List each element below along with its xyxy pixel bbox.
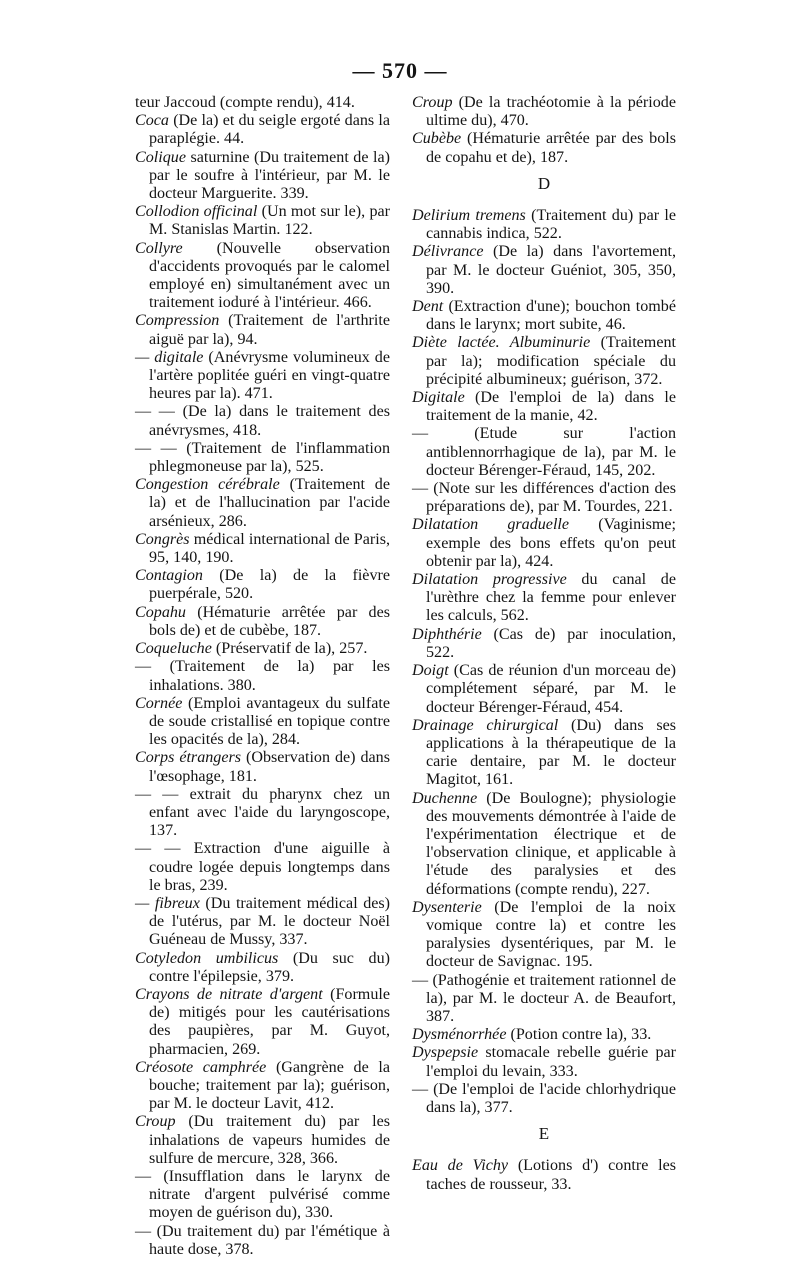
entry-heading: Cornée: [135, 694, 183, 712]
entry-text: (Nouvelle observation d'accidents provoqués par le calomel employé en) simultanément avec un traitement ioduré à l'intérieur. 466.: [149, 239, 390, 312]
entry-text: — (Etude sur l'action antiblennorrhagique de la), par M. le docteur Bérenger-Féraud, 145, 202.: [412, 425, 676, 479]
index-entry: [412, 1026, 676, 1044]
index-entry: [135, 531, 390, 567]
entry-heading: Dysménorrhée: [412, 1026, 507, 1044]
index-entry: [135, 240, 390, 313]
entry-text: (Cas de) par inoculation, 522.: [426, 625, 676, 661]
entry-text: (Gangrène de la bouche; traitement par la); guérison, par M. le docteur Lavit, 412.: [149, 1058, 391, 1113]
section-letter: E: [538, 1124, 550, 1144]
entry-text: (Vaginisme; exemple des bons effets qu'on peut obtenir par la), 424.: [426, 516, 676, 570]
entry-heading: Crayons de nitrate d'argent: [135, 985, 323, 1003]
index-entry: [412, 626, 676, 662]
index-entry: [135, 440, 390, 476]
entry-heading: Dent: [412, 298, 444, 316]
index-entry: [135, 149, 390, 204]
entry-text: — (De l'emploi de l'acide chlorhydrique dans la), 377.: [412, 1080, 676, 1116]
index-entry: [412, 130, 676, 166]
page-number: — 570 —: [352, 58, 448, 83]
index-entry: [412, 899, 676, 972]
entry-heading: Doigt: [412, 662, 449, 680]
index-entry: [412, 480, 676, 516]
index-entry: [135, 312, 390, 348]
entry-heading: Diphthérie: [412, 625, 482, 643]
section-letter: D: [537, 173, 551, 193]
entry-text: teur Jaccoud (compte rendu), 414.: [135, 94, 355, 111]
index-entry: [412, 334, 676, 389]
entry-heading: Congestion cérébrale: [135, 476, 280, 494]
entry-text: — — extrait du pharynx chez un enfant avec l'aide du laryngoscope, 137.: [135, 785, 390, 840]
entry-heading: Copahu: [135, 603, 186, 621]
index-entry: [135, 349, 390, 404]
entry-heading: Coca: [135, 112, 169, 130]
entry-heading: Dilatation progressive: [412, 571, 567, 589]
entry-text: (De la trachéotomie à la période ultime du), 470.: [426, 94, 676, 130]
entry-text: (Hématurie arrêtée par des bols de) et de cubèbe, 187.: [149, 603, 390, 639]
entry-heading: Collodion officinal: [135, 203, 258, 221]
entry-heading: Compression: [135, 312, 220, 330]
index-entry: [135, 94, 390, 112]
entry-text: — — Extraction d'une aiguille à coudre logée depuis longtemps dans le bras, 239.: [135, 840, 390, 894]
index-entry: [412, 516, 676, 571]
index-entry: [412, 717, 676, 790]
index-entry: [135, 1223, 390, 1259]
entry-heading: Coqueluche: [135, 640, 212, 658]
entry-heading: Croup: [412, 94, 453, 111]
entry-heading: Duchenne: [412, 789, 478, 807]
index-entry: [135, 1168, 390, 1223]
entry-text: (Du traitement du) par les inhalations de vapeurs humides de sulfure de mercure, 328, 366.: [149, 1113, 390, 1167]
entry-text: — — (De la) dans le traitement des anévrysmes, 418.: [135, 403, 390, 439]
index-entry: [412, 790, 676, 899]
index-entry: [412, 389, 676, 425]
entry-text: (Du) dans ses applications à la thérapeutique de la carie dentaire, par M. le docteur Magitot, 161.: [426, 716, 677, 789]
entry-text: (De Boulogne); physiologie des mouvements démontrée à l'aide de l'expérimentation électrique et de l'observation clinique, et applicable à l'étude des paralysies et des déformations (compte rendu), 227.: [426, 789, 677, 898]
entry-heading: Cotyledon umbilicus: [135, 949, 279, 967]
entry-text: (Observation de) dans l'œsophage, 181.: [149, 749, 390, 785]
index-entry: [412, 1044, 676, 1080]
index-entry: [135, 403, 390, 439]
index-entry: [135, 567, 390, 603]
entry-text: (De la) de la fièvre puerpérale, 520.: [149, 567, 390, 603]
left-column: [135, 94, 390, 1259]
right-column: [412, 94, 676, 1194]
entry-text: (Traitement du) par le cannabis indica, 522.: [426, 207, 676, 243]
index-entry: [135, 1059, 390, 1114]
entry-heading: Eau de Vichy: [412, 1157, 509, 1175]
index-entry: [135, 695, 390, 750]
index-entry: [412, 1157, 676, 1193]
entry-heading: Colique: [135, 148, 186, 166]
index-entry: [135, 112, 390, 148]
index-entry: [412, 243, 676, 298]
index-entry: [135, 658, 390, 694]
entry-text: (Cas de réunion d'un morceau de) complétement séparé, par M. le docteur Bérenger-Féraud, 454.: [426, 662, 676, 716]
index-entry: [412, 662, 676, 717]
index-entry: [412, 1081, 676, 1117]
entry-heading: Dysenterie: [412, 898, 482, 916]
entry-text: (Formule de) mitigés pour les cautérisations des paupières, par M. Guyot, pharmacien, 269.: [149, 985, 390, 1058]
entry-text: (De l'emploi de la noix vomique contre la) et contre les paralysies dysentériques, par M. le docteur de Savignac. 195.: [426, 898, 676, 971]
index-entry: [135, 749, 390, 785]
entry-heading: Digitale: [412, 389, 465, 407]
entry-text: (Traitement par la); modification spéciale du précipité albumineux; guérison, 372.: [426, 334, 676, 388]
index-entry: [135, 1113, 390, 1168]
entry-heading: Delirium tremens: [412, 207, 526, 225]
entry-text: stomacale rebelle guérie par l'emploi du levain, 333.: [426, 1044, 677, 1080]
entry-text: (De l'emploi de la) dans le traitement de la manie, 42.: [426, 389, 676, 425]
entry-text: — (Du traitement du) par l'émétique à haute dose, 378.: [135, 1222, 390, 1258]
index-entry: [412, 298, 676, 334]
entry-text: (Du suc du) contre l'épilepsie, 379.: [149, 949, 390, 985]
entry-heading: Cubèbe: [412, 130, 462, 148]
index-entry: [135, 986, 390, 1059]
entry-text: — (Insufflation dans le larynx de nitrate d'argent pulvérisé comme moyen de guérison du), 330.: [135, 1167, 390, 1222]
entry-heading: Collyre: [135, 239, 183, 257]
index-entry: [412, 571, 676, 626]
entry-heading: Contagion: [135, 567, 203, 585]
entry-text: — (Note sur les différences d'action des préparations de), par M. Tourdes, 221.: [412, 480, 676, 516]
entry-heading: — digitale: [135, 348, 204, 366]
entry-heading: Dilatation graduelle: [412, 516, 570, 534]
entry-text: (De la) et du seigle ergoté dans la paraplégie. 44.: [149, 112, 390, 148]
index-entry: [135, 640, 390, 658]
index-entry: [135, 895, 390, 950]
entry-heading: Drainage chirurgical: [412, 716, 559, 734]
entry-heading: Dyspepsie: [412, 1044, 479, 1062]
index-entry: [135, 950, 390, 986]
index-entry: [412, 972, 676, 1027]
entry-text: (Hématurie arrêtée par des bols de copahu et de), 187.: [426, 130, 676, 166]
index-entry: [412, 94, 676, 130]
entry-heading: Congrès: [135, 530, 190, 548]
entry-text: (Traitement de l'arthrite aiguë par la), 94.: [149, 312, 391, 348]
entry-heading: Corps étrangers: [135, 749, 242, 767]
entry-text: (Anévrysme volumineux de l'artère poplitée guéri en vingt-quatre heures par la). 471.: [149, 348, 390, 403]
index-entry: [135, 476, 390, 531]
index-entry: [412, 207, 676, 243]
index-entry: [412, 425, 676, 480]
entry-heading: Croup: [135, 1113, 176, 1131]
entry-text: (Emploi avantageux du sulfate de soude cristallisé en topique contre les opacités de la), 284.: [149, 694, 390, 749]
entry-text: (Potion contre la), 33.: [510, 1026, 652, 1044]
entry-text: (Traitement de la) et de l'hallucination par l'acide arsénieux, 286.: [149, 476, 390, 530]
entry-text: — (Pathogénie et traitement rationnel de la), par M. le docteur A. de Beaufort, 387.: [412, 971, 676, 1025]
index-entry: [135, 203, 390, 239]
index-entry: [135, 604, 390, 640]
entry-heading: Créosote camphrée: [135, 1058, 267, 1076]
index-entry: [135, 786, 390, 841]
entry-heading: Délivrance: [412, 243, 484, 261]
entry-text: (Extraction d'une); bouchon tombé dans le larynx; mort subite, 46.: [426, 298, 676, 334]
index-entry: [135, 840, 390, 895]
entry-text: — — (Traitement de l'inflammation phlegmoneuse par la), 525.: [135, 439, 390, 476]
entry-heading: Diète lactée. Albuminurie: [412, 334, 591, 352]
entry-text: (Lotions d') contre les taches de rousseur, 33.: [426, 1157, 676, 1193]
entry-text: saturnine (Du traitement de la) par le soufre à l'intérieur, par M. le docteur Marguerite. 339.: [149, 148, 390, 203]
entry-text: — (Traitement de la) par les inhalations. 380.: [135, 658, 390, 694]
entry-text: (Préservatif de la), 257.: [215, 640, 368, 658]
entry-text: médical international de Paris, 95, 140, 190.: [149, 530, 390, 567]
entry-text: (Un mot sur le), par M. Stanislas Martin. 122.: [149, 203, 390, 239]
entry-text: (Du traitement médical des) de l'utérus, par M. le docteur Noël Guéneau de Mussy, 337.: [149, 894, 391, 949]
entry-heading: — fibreux: [135, 894, 200, 912]
entry-text: du canal de l'urèthre chez la femme pour enlever les calculs, 562.: [426, 571, 676, 625]
entry-text: (De la) dans l'avortement, par M. le docteur Guéniot, 305, 350, 390.: [426, 243, 676, 297]
